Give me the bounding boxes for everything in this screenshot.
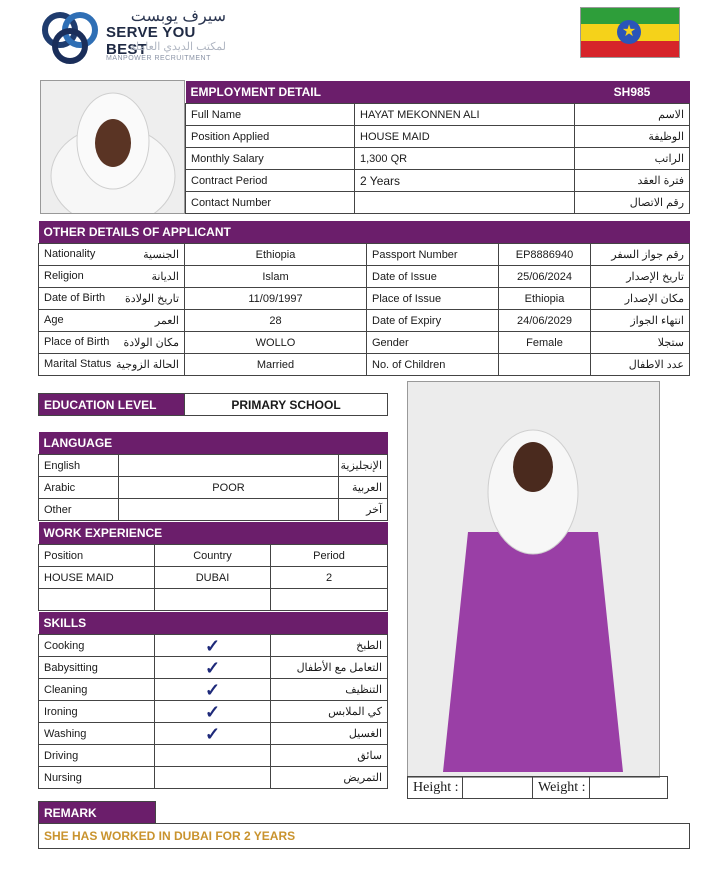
checkmark-icon: ✓ bbox=[204, 679, 221, 700]
field-value: 24/06/2029 bbox=[499, 310, 591, 332]
work-period bbox=[271, 589, 388, 611]
applicant-full-body-photo bbox=[407, 381, 660, 778]
field-label: Marital Status الحالة الزوجية bbox=[39, 354, 185, 376]
logo-subtitle: MANPOWER RECRUITMENT bbox=[106, 55, 211, 62]
field-label-arabic: رقم جواز السفر bbox=[591, 244, 690, 266]
field-label: English bbox=[39, 455, 119, 477]
work-period: 2 bbox=[271, 567, 388, 589]
field-label-arabic: الاسم bbox=[575, 104, 690, 126]
field-value bbox=[499, 354, 591, 376]
skill-label-arabic: التمريض bbox=[271, 767, 388, 789]
field-label-arabic: الإنجليزية bbox=[339, 455, 388, 477]
table-row bbox=[39, 701, 388, 723]
table-row bbox=[39, 745, 388, 767]
field-label-arabic: مكان الإصدار bbox=[591, 288, 690, 310]
field-value: Ethiopia bbox=[499, 288, 591, 310]
skill-label: Babysitting bbox=[39, 657, 155, 679]
field-value: HAYAT MEKONNEN ALI bbox=[355, 104, 575, 126]
skill-label-arabic: التنظيف bbox=[271, 679, 388, 701]
skill-check-cell bbox=[155, 679, 271, 701]
checkmark-icon: ✓ bbox=[204, 635, 221, 656]
table-row bbox=[39, 499, 388, 521]
skill-label-arabic: كي الملابس bbox=[271, 701, 388, 723]
table-row bbox=[39, 266, 690, 288]
field-value: 2 Years bbox=[355, 170, 575, 192]
field-value: Married bbox=[185, 354, 367, 376]
field-label: Contact Number bbox=[186, 192, 355, 214]
work-country: DUBAI bbox=[155, 567, 271, 589]
skill-check-cell bbox=[155, 701, 271, 723]
field-value bbox=[119, 499, 339, 521]
other-details-table bbox=[38, 221, 690, 376]
skill-check-cell bbox=[155, 723, 271, 745]
field-label-arabic: انتهاء الجواز bbox=[591, 310, 690, 332]
skill-label-arabic: التعامل مع الأطفال bbox=[271, 657, 388, 679]
remark-text: SHE HAS WORKED IN DUBAI FOR 2 YEARS bbox=[39, 824, 690, 849]
field-label: Age العمر bbox=[39, 310, 185, 332]
checkmark-icon: ✓ bbox=[204, 701, 221, 722]
table-row bbox=[39, 244, 690, 266]
language-title: LANGUAGE bbox=[43, 436, 113, 450]
skill-check-cell bbox=[155, 767, 271, 789]
skill-label: Ironing bbox=[39, 701, 155, 723]
table-row bbox=[39, 635, 388, 657]
field-value: Ethiopia bbox=[185, 244, 367, 266]
logo-english-name: SERVE YOU BEST bbox=[106, 24, 196, 58]
skill-label: Cooking bbox=[39, 635, 155, 657]
weight-label: Weight : bbox=[533, 777, 590, 799]
field-label: Contract Period bbox=[186, 170, 355, 192]
skill-label: Driving bbox=[39, 745, 155, 767]
field-label: Date of Expiry bbox=[367, 310, 499, 332]
field-value: Female bbox=[499, 332, 591, 354]
table-row bbox=[186, 192, 690, 214]
height-label: Height : bbox=[408, 777, 463, 799]
skill-check-cell bbox=[155, 657, 271, 679]
weight-value bbox=[590, 777, 668, 799]
table-row bbox=[39, 288, 690, 310]
field-label: Position Applied bbox=[186, 126, 355, 148]
field-value: 25/06/2024 bbox=[499, 266, 591, 288]
column-header: Period bbox=[271, 545, 388, 567]
table-row bbox=[39, 354, 690, 376]
height-value bbox=[463, 777, 533, 799]
applicant-portrait-photo bbox=[40, 80, 185, 214]
table-row bbox=[39, 310, 690, 332]
field-label-arabic: رقم الاتصال bbox=[575, 192, 690, 214]
field-label-arabic: عدد الاطفال bbox=[591, 354, 690, 376]
knot-logo-icon bbox=[40, 8, 102, 66]
field-label-arabic: الوظيفة bbox=[575, 126, 690, 148]
education-level-value: PRIMARY SCHOOL bbox=[185, 394, 388, 416]
work-experience-table bbox=[38, 522, 388, 611]
applicant-code: SH985 bbox=[613, 85, 651, 99]
skills-title: SKILLS bbox=[43, 616, 87, 630]
field-label: Other bbox=[39, 499, 119, 521]
field-label: Place of Birth مكان الولادة bbox=[39, 332, 185, 354]
other-details-header bbox=[39, 221, 690, 244]
checkmark-icon: ✓ bbox=[204, 723, 221, 744]
table-header-row bbox=[39, 545, 388, 567]
field-label: Gender bbox=[367, 332, 499, 354]
field-label-arabic: آخر bbox=[339, 499, 388, 521]
skill-label-arabic: الغسيل bbox=[271, 723, 388, 745]
skill-label-arabic: الطبخ bbox=[271, 635, 388, 657]
logo-arabic-name: سيرف يوبست bbox=[130, 8, 226, 25]
field-value: 1,300 QR bbox=[355, 148, 575, 170]
table-row bbox=[39, 767, 388, 789]
field-value bbox=[119, 455, 339, 477]
employment-detail-table bbox=[185, 81, 690, 214]
employment-title: EMPLOYMENT DETAIL bbox=[190, 85, 321, 99]
field-label-arabic: الراتب bbox=[575, 148, 690, 170]
table-row bbox=[39, 455, 388, 477]
field-label: Religion الديانة bbox=[39, 266, 185, 288]
table-row bbox=[186, 148, 690, 170]
field-value: 11/09/1997 bbox=[185, 288, 367, 310]
table-row bbox=[186, 126, 690, 148]
field-label-arabic: العربية bbox=[339, 477, 388, 499]
other-details-title: OTHER DETAILS OF APPLICANT bbox=[43, 225, 231, 239]
skill-label-arabic: سائق bbox=[271, 745, 388, 767]
skill-label: Nursing bbox=[39, 767, 155, 789]
table-row bbox=[39, 589, 388, 611]
work-position bbox=[39, 589, 155, 611]
skill-check-cell bbox=[155, 635, 271, 657]
work-experience-title: WORK EXPERIENCE bbox=[43, 526, 163, 540]
remark-table bbox=[38, 801, 690, 849]
table-row bbox=[39, 332, 690, 354]
height-weight-table bbox=[407, 776, 668, 799]
field-value: HOUSE MAID bbox=[355, 126, 575, 148]
column-header: Country bbox=[155, 545, 271, 567]
skills-table bbox=[38, 612, 388, 789]
checkmark-icon: ✓ bbox=[204, 657, 221, 678]
remark-title: REMARK bbox=[39, 802, 156, 824]
field-label: Nationality الجنسية bbox=[39, 244, 185, 266]
ethiopia-flag-icon: ★ bbox=[580, 7, 680, 58]
field-label: Place of Issue bbox=[367, 288, 499, 310]
field-label: Arabic bbox=[39, 477, 119, 499]
field-label-arabic: تاريخ الإصدار bbox=[591, 266, 690, 288]
field-label: Date of Birth تاريخ الولادة bbox=[39, 288, 185, 310]
table-row bbox=[186, 170, 690, 192]
field-value: WOLLO bbox=[185, 332, 367, 354]
table-row bbox=[186, 104, 690, 126]
field-label: Full Name bbox=[186, 104, 355, 126]
table-row bbox=[39, 723, 388, 745]
field-value: EP8886940 bbox=[499, 244, 591, 266]
education-level-label: EDUCATION LEVEL bbox=[39, 394, 185, 416]
field-value bbox=[355, 192, 575, 214]
employment-header bbox=[186, 81, 690, 104]
skill-label: Cleaning bbox=[39, 679, 155, 701]
education-level-table bbox=[38, 393, 388, 416]
table-row bbox=[39, 657, 388, 679]
table-row bbox=[39, 567, 388, 589]
field-label: No. of Children bbox=[367, 354, 499, 376]
field-label-arabic: ستجلا bbox=[591, 332, 690, 354]
column-header: Position bbox=[39, 545, 155, 567]
field-label: Date of Issue bbox=[367, 266, 499, 288]
field-value: POOR bbox=[119, 477, 339, 499]
field-label: Monthly Salary bbox=[186, 148, 355, 170]
logo-arabic-subtitle: لمكتب الديدي العاملة bbox=[129, 41, 226, 53]
work-country bbox=[155, 589, 271, 611]
work-position: HOUSE MAID bbox=[39, 567, 155, 589]
skill-label: Washing bbox=[39, 723, 155, 745]
table-row bbox=[39, 477, 388, 499]
field-value: Islam bbox=[185, 266, 367, 288]
table-row bbox=[39, 679, 388, 701]
field-value: 28 bbox=[185, 310, 367, 332]
company-logo bbox=[40, 6, 240, 66]
field-label: Passport Number bbox=[367, 244, 499, 266]
field-label-arabic: فترة العقد bbox=[575, 170, 690, 192]
language-table bbox=[38, 432, 388, 521]
skill-check-cell bbox=[155, 745, 271, 767]
